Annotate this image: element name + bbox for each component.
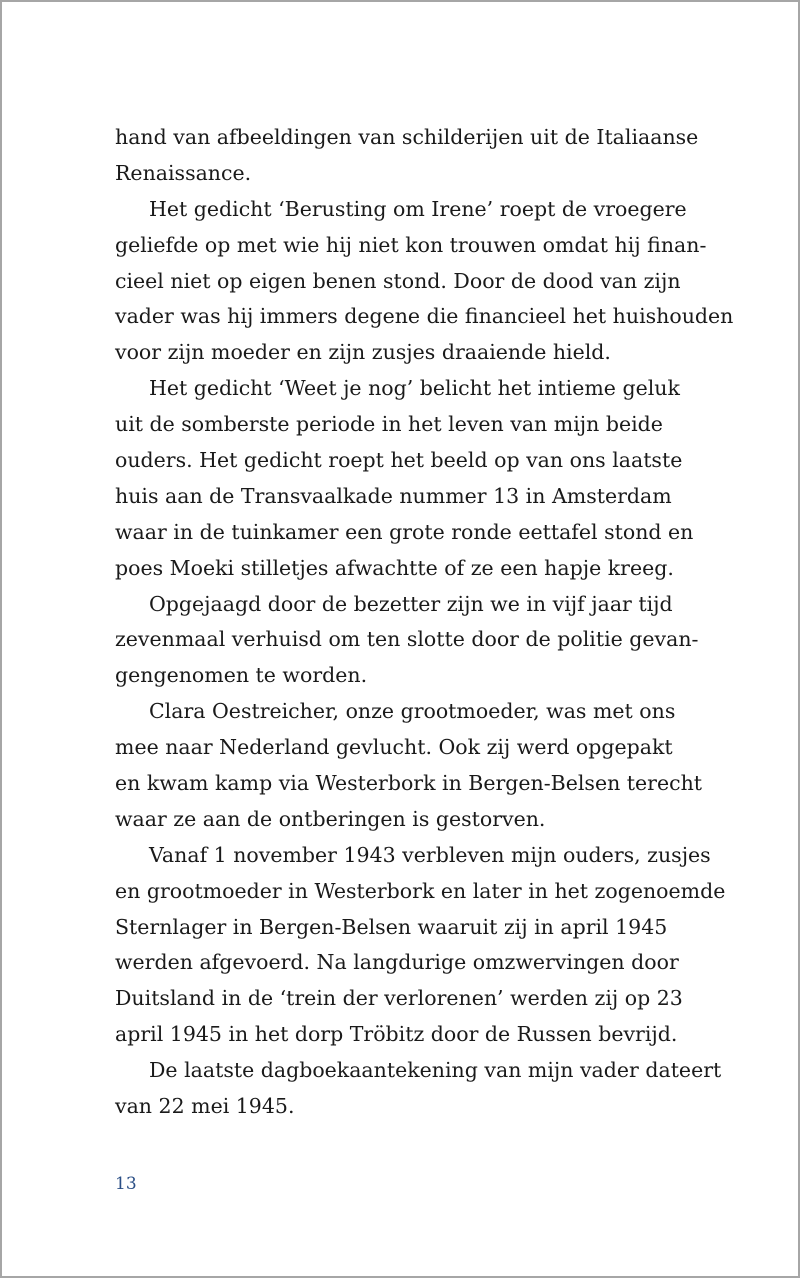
text-line: hand van afbeeldingen van schilderijen uit de Italiaanse: [115, 125, 699, 149]
paragraph-start: De laatste dagboekaantekening van mijn vader dateert: [149, 1058, 722, 1083]
text-line: cieel niet op eigen benen stond. Door de dood van zijn: [115, 268, 681, 293]
text-line: ouders. Het gedicht roept het beeld op van ons laatste: [115, 448, 683, 473]
paragraph-start: Vanaf 1 november 1943 verbleven mijn ouders, zusjes: [149, 842, 711, 867]
text-line: voor zijn moeder en zijn zusjes draaiende hield.: [115, 340, 611, 365]
text-line: geliefde op met wie hij niet kon trouwen omdat hij finan-: [115, 232, 707, 257]
text-line: uit de somberste periode in het leven van mijn beide: [115, 412, 663, 437]
text-line: vader was hij immers degene die financieel het huishouden: [115, 304, 734, 329]
body-text: [115, 120, 734, 1125]
text-line: Duitsland in de ‘trein der verlorenen’ werden zij op 23: [115, 986, 683, 1011]
text-line: en kwam kamp via Westerbork in Bergen-Belsen terecht: [115, 771, 703, 796]
text-line: huis aan de Transvaalkade nummer 13 in Amsterdam: [115, 483, 672, 508]
text-line: Renaissance.: [115, 160, 252, 185]
text-line: poes Moeki stilletjes afwachtte of ze een hapje kreeg.: [115, 555, 674, 580]
text-line: werden afgevoerd. Na langdurige omzwervingen door: [115, 950, 679, 975]
paragraph-start: Opgejaagd door de bezetter zijn we in vijf jaar tijd: [149, 591, 673, 616]
paragraph-start: Het gedicht ‘Berusting om Irene’ roept de vroegere: [149, 196, 687, 221]
text-line: waar in de tuinkamer een grote ronde eettafel stond en: [115, 519, 694, 544]
text-line: van 22 mei 1945.: [115, 1094, 295, 1119]
paragraph-start: Clara Oestreicher, onze grootmoeder, was met ons: [149, 699, 676, 724]
text-line: waar ze aan de ontberingen is gestorven.: [115, 806, 546, 831]
text-line: gengenomen te worden.: [115, 663, 368, 688]
paragraph-start: Het gedicht ‘Weet je nog’ belicht het intieme geluk: [149, 376, 680, 401]
text-line: Sternlager in Bergen-Belsen waaruit zij in april 1945: [115, 914, 668, 939]
text-line: april 1945 in het dorp Tröbitz door de Russen bevrijd.: [115, 1022, 678, 1047]
page-number: 13: [115, 1174, 137, 1194]
text-line: en grootmoeder in Westerbork en later in het zogenoemde: [115, 878, 726, 903]
text-line: mee naar Nederland gevlucht. Ook zij werd opgepakt: [115, 735, 673, 760]
text-line: zevenmaal verhuisd om ten slotte door de politie gevan-: [115, 627, 699, 652]
